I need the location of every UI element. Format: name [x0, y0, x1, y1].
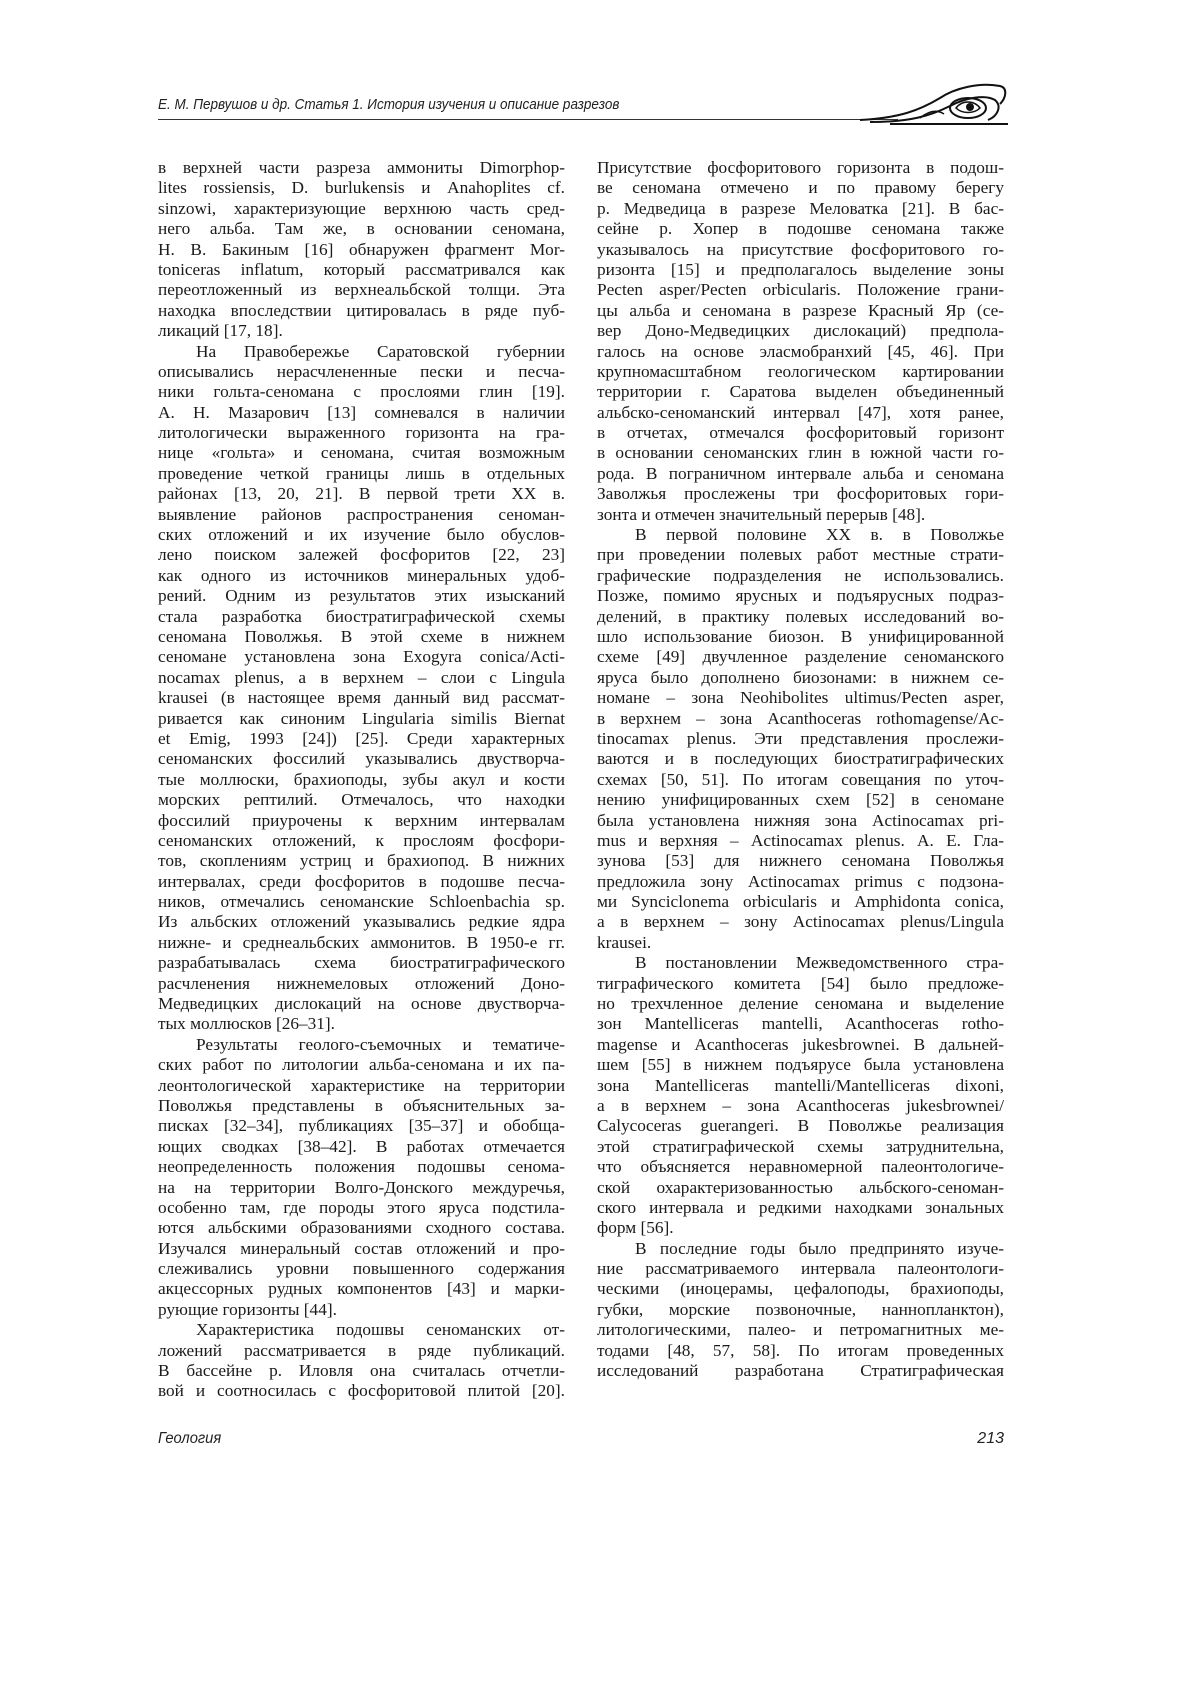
text-line: исследований разработана Стратиграфическая [597, 1361, 1004, 1381]
text-line: sinzowi, характеризующие верхнюю часть сред- [158, 199, 565, 219]
text-line: находка впоследствии цитировалась в ряде пуб- [158, 301, 565, 321]
text-line: ми Synciclonema orbicularis и Amphidonta conica, [597, 892, 1004, 912]
text-line: В постановлении Межведомственного стра- [597, 953, 1004, 973]
text-line: шем [55] в нижнем подъярусе была установлена [597, 1055, 1004, 1075]
text-line: нице «гольта» и сеномана, считая возможным [158, 443, 565, 463]
text-line: Из альбских отложений указывались редкие ядра [158, 912, 565, 932]
text-line: крупномасштабном геологическом картировании [597, 362, 1004, 382]
text-line: сеномана Поволжья. В этой схеме в нижнем [158, 627, 565, 647]
text-line: Calycoceras guerangeri. В Поволжье реализация [597, 1116, 1004, 1136]
text-line: зон Mantelliceras mantelli, Acanthoceras rotho- [597, 1014, 1004, 1034]
text-line: зонта и отмечен значительный перерыв [48]. [597, 505, 1004, 525]
text-line: ских работ по литологии альба-сеномана и их па- [158, 1055, 565, 1075]
text-line: ются альбскими образованиями сходного состава. [158, 1218, 565, 1238]
text-line: сейне р. Хопер в подошве сеномана также [597, 219, 1004, 239]
text-line: этой стратиграфической схемы затруднительна, [597, 1137, 1004, 1157]
text-line: В последние годы было предпринято изуче- [597, 1239, 1004, 1259]
text-line: зунова [53] для нижнего сеномана Поволжья [597, 851, 1004, 871]
text-line: него альба. Там же, в основании сеномана, [158, 219, 565, 239]
text-line: описывались нерасчлененные пески и песча- [158, 362, 565, 382]
text-line: рений. Одним из результатов этих изысканий [158, 586, 565, 606]
text-line: krausei. [597, 933, 1004, 953]
text-line: ники гольта-сеномана с прослоями глин [19]. [158, 382, 565, 402]
text-line: тодами [48, 57, 58]. По итогам проведенных [597, 1341, 1004, 1361]
text-column-right [597, 158, 1004, 1381]
text-line: слеживались уровни повышенного содержания [158, 1259, 565, 1279]
text-line: литологически выраженного горизонта на гра- [158, 423, 565, 443]
text-line: сеноманских отложений, к прослоям фосфори- [158, 831, 565, 851]
text-line: неопределенность положения подошвы сенома- [158, 1157, 565, 1177]
text-line: схеме [49] двучленное разделение сеноманского [597, 647, 1004, 667]
header-rule [158, 119, 898, 120]
text-line: ложений рассматривается в ряде публикаций. [158, 1341, 565, 1361]
text-line: Присутствие фосфоритового горизонта в подош- [597, 158, 1004, 178]
text-line: mus и верхняя – Actinocamax plenus. А. Е. Гла- [597, 831, 1004, 851]
text-line: альбско-сеноманский интервал [47], хотя ранее, [597, 403, 1004, 423]
text-line: lites rossiensis, D. burlukensis и Anahoplites cf. [158, 178, 565, 198]
text-line: Медведицких дислокаций на основе двустворча- [158, 994, 565, 1014]
text-line: ющих сводках [38–42]. В работах отмечается [158, 1137, 565, 1157]
text-line: ве сеномана отмечено и по правому берегу [597, 178, 1004, 198]
text-line: леонтологической характеристике на территории [158, 1076, 565, 1096]
text-line: указывалось на присутствие фосфоритового го- [597, 240, 1004, 260]
text-line: шло использование биозон. В унифицированной [597, 627, 1004, 647]
text-line: делений, в практику полевых исследований во- [597, 607, 1004, 627]
text-line: нижне- и среднеальбских аммонитов. В 1950-е гг. [158, 933, 565, 953]
text-line: схемах [50, 51]. По итогам совещания по уточ- [597, 770, 1004, 790]
text-line: проведение четкой границы лишь в отдельных [158, 464, 565, 484]
text-line: Результаты геолого-съемочных и тематиче- [158, 1035, 565, 1055]
text-line: в верхней части разреза аммониты Dimorphop- [158, 158, 565, 178]
text-line: на на территории Волго-Донского междуречья, [158, 1178, 565, 1198]
text-line: magense и Acanthoceras jukesbrownei. В дальней- [597, 1035, 1004, 1055]
text-line: вер Доно-Медведицких дислокаций) предпола- [597, 321, 1004, 341]
running-header: Е. М. Первушов и др. Статья 1. История изучения и описание разрезов [158, 96, 619, 113]
text-line: et Emig, 1993 [24]) [25]. Среди характерных [158, 729, 565, 749]
text-line: литологическими, палео- и петромагнитных ме- [597, 1320, 1004, 1340]
text-line: А. Н. Мазарович [13] сомневался в наличии [158, 403, 565, 423]
text-line: районах [13, 20, 21]. В первой трети XX в. [158, 484, 565, 504]
text-line: тых моллюсков [26–31]. [158, 1014, 565, 1034]
text-line: нению унифицированных схем [52] в сеномане [597, 790, 1004, 810]
text-line: в верхнем – зона Acanthoceras rothomagense/Ac- [597, 709, 1004, 729]
text-line: а в верхнем – зону Actinocamax plenus/Lingula [597, 912, 1004, 932]
text-line: ваются и в последующих биостратиграфических [597, 749, 1004, 769]
text-line: toniceras inflatum, который рассматривался как [158, 260, 565, 280]
text-line: ского интервала и редкими находками зональных [597, 1198, 1004, 1218]
text-line: рующие горизонты [44]. [158, 1300, 565, 1320]
text-line: tinocamax plenus. Эти представления прослежи- [597, 729, 1004, 749]
text-line: р. Медведица в разрезе Меловатка [21]. В бас- [597, 199, 1004, 219]
text-line: в основании сеноманских глин в южной части го- [597, 443, 1004, 463]
text-line: Заволжья прослежены три фосфоритовых гори- [597, 484, 1004, 504]
text-line: губки, морские позвоночные, наннопланктон), [597, 1300, 1004, 1320]
text-line: ликаций [17, 18]. [158, 321, 565, 341]
text-line: предложила зону Actinocamax primus с подзона- [597, 872, 1004, 892]
text-line: а в верхнем – зона Acanthoceras jukesbrownei/ [597, 1096, 1004, 1116]
page-number: 213 [960, 1430, 1004, 1448]
text-line: Изучался минеральный состав отложений и про- [158, 1239, 565, 1259]
text-line: выявление районов распространения сеноман- [158, 505, 565, 525]
text-line: интервалах, среди фосфоритов в подошве песча- [158, 872, 565, 892]
journal-name: Геология [158, 1430, 221, 1448]
text-line: ризонта [15] и предполагалось выделение зоны [597, 260, 1004, 280]
ornament-icon [860, 80, 1010, 128]
text-line: графические подразделения не использовались. [597, 566, 1004, 586]
text-line: сеномане установлена зона Exogyra conica/Acti- [158, 647, 565, 667]
text-line: ние рассматриваемого интервала палеонтологи- [597, 1259, 1004, 1279]
text-line: тов, скоплениям устриц и брахиопод. В нижних [158, 851, 565, 871]
text-line: Поволжья представлены в объяснительных за- [158, 1096, 565, 1116]
text-line: Позже, помимо ярусных и подъярусных подраз- [597, 586, 1004, 606]
text-line: зона Mantelliceras mantelli/Mantelliceras dixoni, [597, 1076, 1004, 1096]
text-line: фоссилий приурочены к верхним интервалам [158, 811, 565, 831]
text-line: Pecten asper/Pecten orbicularis. Положение грани- [597, 280, 1004, 300]
text-line: рода. В пограничном интервале альба и сеномана [597, 464, 1004, 484]
text-line: переотложенный из верхнеальбской толщи. Эта [158, 280, 565, 300]
text-line: особенно там, где породы этого яруса подстила- [158, 1198, 565, 1218]
text-line: была установлена нижняя зона Actinocamax pri- [597, 811, 1004, 831]
text-line: в отчетах, отмечался фосфоритовый горизонт [597, 423, 1004, 443]
text-line: морских рептилий. Отмечалось, что находки [158, 790, 565, 810]
text-line: В первой половине XX в. в Поволжье [597, 525, 1004, 545]
text-line: форм [56]. [597, 1218, 1004, 1238]
text-line: ривается как синоним Lingularia similis Biernat [158, 709, 565, 729]
text-line: акцессорных рудных компонентов [43] и марки- [158, 1279, 565, 1299]
text-line: тые моллюски, брахиоподы, зубы акул и кости [158, 770, 565, 790]
text-line: но трехчленное деление сеномана и выделение [597, 994, 1004, 1014]
text-line: сеноманских фоссилий указывались двустворча- [158, 749, 565, 769]
text-line: Характеристика подошвы сеноманских от- [158, 1320, 565, 1340]
text-line: разрабатывалась схема биостратиграфического [158, 953, 565, 973]
text-line: ских отложений и их изучение было обуслов- [158, 525, 565, 545]
text-line: На Правобережье Саратовской губернии [158, 342, 565, 362]
text-line: территории г. Саратова выделен объединенный [597, 382, 1004, 402]
text-line: лено поиском залежей фосфоритов [22, 23] [158, 545, 565, 565]
text-line: nocamax plenus, а в верхнем – слои с Lingula [158, 668, 565, 688]
text-line: ников, отмечались сеноманские Schloenbachia sp. [158, 892, 565, 912]
text-line: писках [32–34], публикациях [35–37] и обобща- [158, 1116, 565, 1136]
text-line: галось на основе эласмобранхий [45, 46]. При [597, 342, 1004, 362]
text-line: В бассейне р. Иловля она считалась отчетли- [158, 1361, 565, 1381]
text-line: krausei (в настоящее время данный вид рассмат- [158, 688, 565, 708]
text-line: цы альба и сеномана в разрезе Красный Яр (се- [597, 301, 1004, 321]
text-line: вой и соотносилась с фосфоритовой плитой [20]. [158, 1381, 565, 1401]
text-line: расчленения нижнемеловых отложений Доно- [158, 974, 565, 994]
text-column-left [158, 158, 565, 1402]
text-line: Н. В. Бакиным [16] обнаружен фрагмент Mor- [158, 240, 565, 260]
text-line: как одного из источников минеральных удоб- [158, 566, 565, 586]
text-line: ческими (иноцерамы, цефалоподы, брахиоподы, [597, 1279, 1004, 1299]
text-line: при проведении полевых работ местные страти- [597, 545, 1004, 565]
text-line: что объясняется неравномерной палеонтологиче- [597, 1157, 1004, 1177]
text-line: ской охарактеризованностью альбского-сеноман- [597, 1178, 1004, 1198]
text-line: яруса было дополнено биозонами: в нижнем се- [597, 668, 1004, 688]
text-line: тиграфического комитета [54] было предложе- [597, 974, 1004, 994]
text-line: стала разработка биостратиграфической схемы [158, 607, 565, 627]
text-line: номане – зона Neohibolites ultimus/Pecten asper, [597, 688, 1004, 708]
